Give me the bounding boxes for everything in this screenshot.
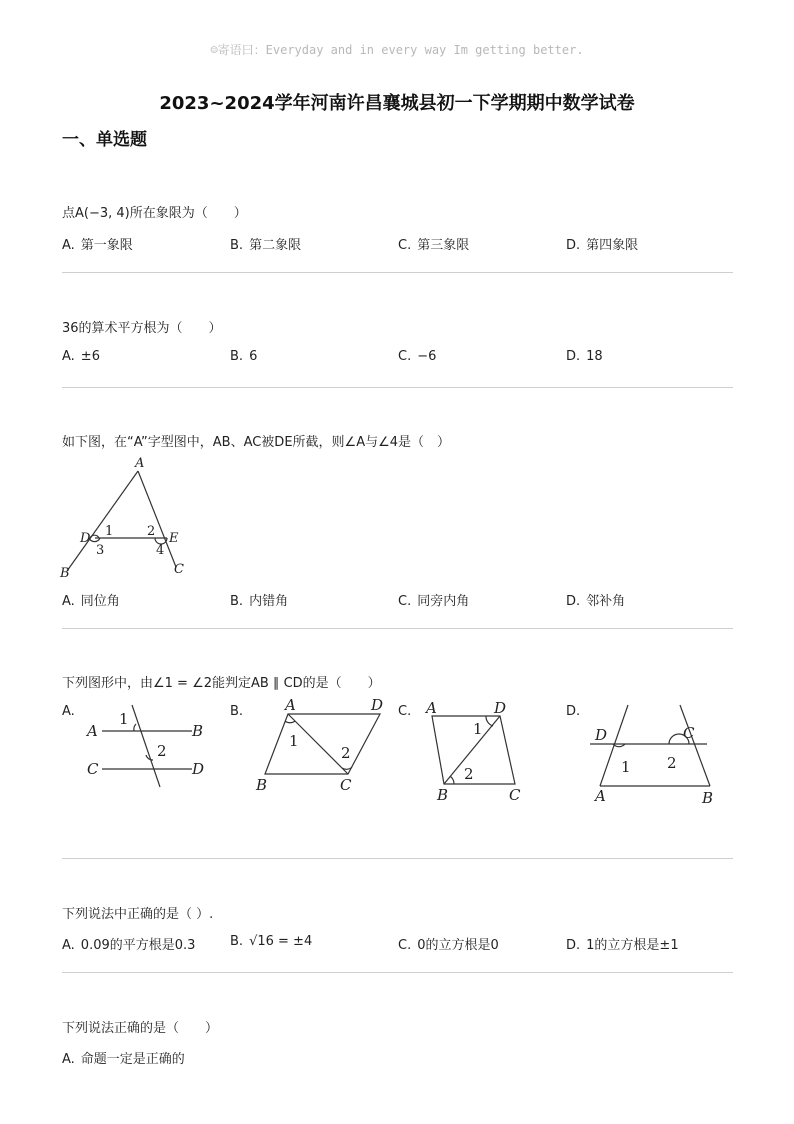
option-label: C. (398, 238, 412, 253)
option-text: 第一象限 (80, 238, 133, 253)
question-5-option-a[interactable] (62, 934, 195, 953)
label-a: A (135, 456, 145, 471)
option-text: 第三象限 (417, 238, 470, 253)
label-b: B (702, 789, 714, 807)
question-4-option-a-label[interactable]: A. (62, 704, 75, 719)
option-label: D. (566, 349, 581, 364)
option-label: B. (230, 349, 244, 364)
option-label: A. (62, 349, 75, 364)
option-label: C. (398, 938, 412, 953)
question-2-option-c[interactable] (398, 349, 436, 364)
divider (62, 972, 733, 973)
label-c: C (683, 724, 695, 742)
option-label: A. (62, 238, 75, 253)
option-text: 第四象限 (586, 238, 639, 253)
question-6-option-a[interactable] (62, 1048, 185, 1067)
question-1-option-c[interactable] (398, 234, 469, 253)
angle-label-2: 2 (157, 742, 167, 760)
option-label: B. (230, 238, 244, 253)
angle-label-1: 1 (289, 732, 299, 750)
question-3-option-d[interactable] (566, 590, 625, 609)
angle-label-4: 4 (156, 543, 165, 558)
label-d: D (371, 696, 384, 714)
question-5-option-c[interactable] (398, 934, 499, 953)
option-label: A. (62, 1052, 75, 1067)
question-5-stem: 下列说法中正确的是（ ）. (62, 907, 214, 922)
question-4-figure-c[interactable] (420, 694, 540, 804)
question-1-option-d[interactable] (566, 234, 638, 253)
option-label: A. (62, 594, 75, 609)
option-text: 1的立方根是±1 (586, 938, 679, 953)
option-text: 0.09的平方根是0.3 (80, 938, 196, 953)
question-2-option-b[interactable] (230, 349, 257, 364)
angle-2-arc (450, 776, 454, 784)
label-b: B (192, 722, 204, 740)
option-label: A. (62, 938, 75, 953)
option-label: C. (398, 594, 412, 609)
option-text: 18 (586, 349, 603, 364)
angle-label-1: 1 (105, 524, 114, 539)
option-text: 同旁内角 (417, 594, 470, 609)
option-text: 第二象限 (249, 238, 302, 253)
label-b: B (256, 776, 268, 794)
question-3-figure (55, 453, 195, 583)
label-d: D (80, 531, 91, 546)
label-c: C (87, 760, 99, 778)
question-3-option-b[interactable] (230, 590, 288, 609)
divider (62, 387, 733, 388)
label-d: D (192, 760, 205, 778)
question-3-option-a[interactable] (62, 590, 120, 609)
label-d: D (595, 726, 608, 744)
question-3-option-c[interactable] (398, 590, 469, 609)
question-5-option-b[interactable] (230, 934, 312, 949)
parallelogram (265, 714, 380, 774)
option-text: ±6 (80, 349, 100, 364)
question-4-option-b-label[interactable]: B. (230, 704, 244, 719)
label-c: C (340, 776, 352, 794)
option-label: B. (230, 934, 244, 949)
question-4-option-c-label[interactable]: C. (398, 704, 412, 719)
page-title: 2023~2024学年河南许昌襄城县初一下学期期中数学试卷 (159, 93, 635, 114)
angle-label-2: 2 (147, 524, 156, 539)
question-4-figure-a[interactable] (82, 700, 212, 792)
option-text: 邻补角 (586, 594, 626, 609)
question-2-stem: 36的算术平方根为（ ） (62, 321, 222, 336)
watermark: ☺寄语曰：Everyday and in every way Im getting better. (210, 43, 584, 57)
question-4-figure-d[interactable] (585, 700, 725, 810)
question-3-stem: 如下图，在“A”字型图中，AB、AC被DE所截，则∠A与∠4是（ ） (62, 435, 451, 450)
divider (62, 858, 733, 859)
option-text: 0的立方根是0 (417, 938, 499, 953)
label-a: A (595, 787, 606, 805)
question-6-stem: 下列说法正确的是（ ） (62, 1021, 219, 1036)
label-c: C (174, 562, 184, 577)
label-d: D (494, 699, 507, 717)
option-label: D. (566, 238, 581, 253)
question-4-stem: 下列图形中，由∠1 = ∠2能判定AB ∥ CD的是（ ） (62, 676, 381, 691)
angle-1-arc (134, 724, 136, 731)
angle-label-2: 2 (464, 765, 474, 783)
question-2-option-d[interactable] (566, 349, 603, 364)
question-1-option-a[interactable] (62, 234, 133, 253)
option-label: B. (230, 594, 244, 609)
angle-label-2: 2 (667, 754, 677, 772)
question-1-stem: 点A(−3, 4)所在象限为（ ） (62, 206, 247, 221)
option-text: 6 (249, 349, 258, 364)
angle-label-1: 1 (473, 720, 483, 738)
label-b: B (437, 786, 449, 804)
option-text: 同位角 (80, 594, 120, 609)
angle-label-1: 1 (119, 710, 129, 728)
angle-label-2: 2 (341, 744, 351, 762)
transversal (132, 705, 160, 787)
question-2-option-a[interactable] (62, 349, 100, 364)
label-e: E (169, 531, 179, 546)
divider (62, 628, 733, 629)
question-1-option-b[interactable] (230, 234, 301, 253)
option-text: 命题一定是正确的 (80, 1052, 185, 1067)
section-heading: 一、单选题 (62, 130, 147, 150)
label-a: A (87, 722, 98, 740)
label-c: C (509, 786, 521, 804)
right-side (680, 705, 710, 786)
option-text: √16 = ±4 (249, 934, 313, 949)
angle-label-3: 3 (96, 543, 105, 558)
option-text: −6 (417, 349, 437, 364)
label-a: A (285, 696, 296, 714)
question-4-option-d-label[interactable]: D. (566, 704, 581, 719)
option-text: 内错角 (249, 594, 289, 609)
question-5-option-d[interactable] (566, 934, 679, 953)
angle-1-arc (285, 721, 295, 723)
label-a: A (426, 699, 437, 717)
angle-label-1: 1 (621, 758, 631, 776)
angle-1-arc (486, 716, 493, 726)
label-b: B (60, 566, 70, 581)
option-label: C. (398, 349, 412, 364)
option-label: D. (566, 938, 581, 953)
divider (62, 272, 733, 273)
question-4-figure-b[interactable] (250, 694, 390, 796)
option-label: D. (566, 594, 581, 609)
